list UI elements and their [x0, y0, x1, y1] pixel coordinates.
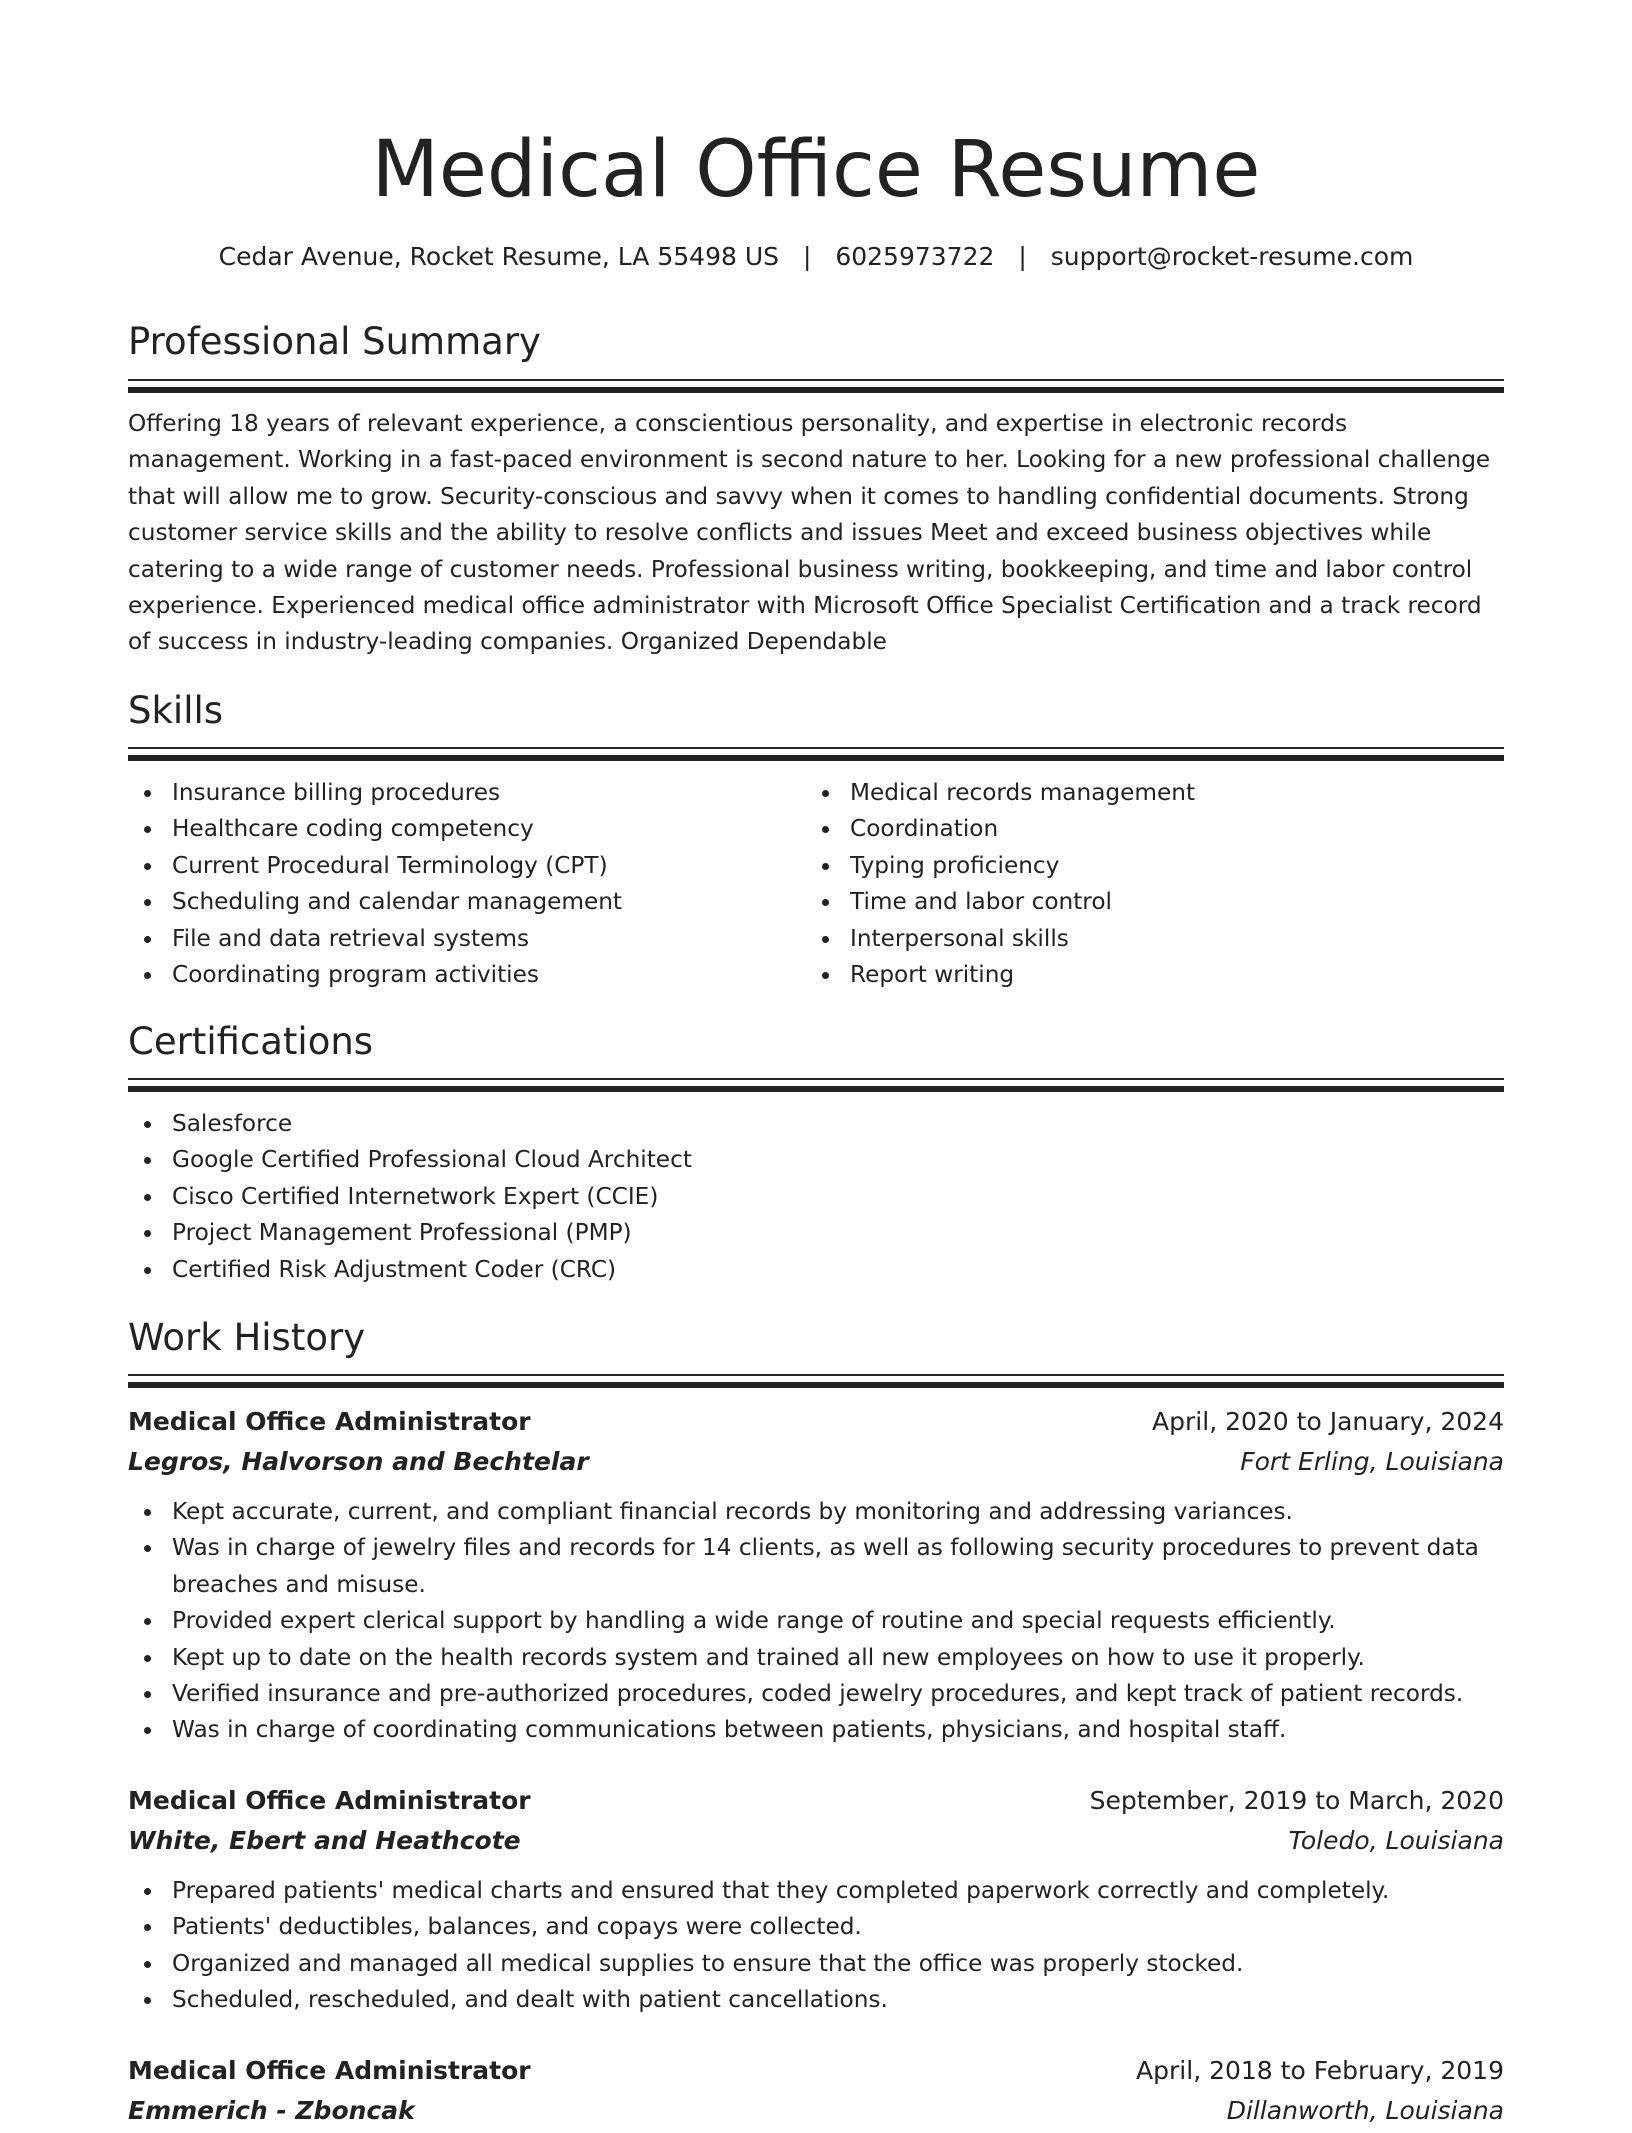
- list-item: Patients' deductibles, balances, and copays were collected.: [128, 1909, 1504, 1945]
- list-item: Certified Risk Adjustment Coder (CRC): [128, 1252, 1504, 1288]
- job-location: Dillanworth, Louisiana: [1226, 2096, 1504, 2125]
- list-item: Kept up to date on the health records system and trained all new employees on how to use it properly.: [128, 1640, 1504, 1676]
- job-entry: [128, 1783, 1504, 2019]
- list-item: Organized and managed all medical supplies to ensure that the office was properly stocked.: [128, 1946, 1504, 1982]
- section-divider: [128, 1374, 1504, 1388]
- list-item: Verified insurance and pre-authorized procedures, coded jewelry procedures, and kept track of patient records.: [128, 1676, 1504, 1712]
- contact-phone: 6025973722: [835, 242, 995, 271]
- section-divider: [128, 1078, 1504, 1092]
- certifications-list: [128, 1106, 1504, 1288]
- job-title: Medical Office Administrator: [128, 1786, 531, 1815]
- list-item: Healthcare coding competency: [128, 811, 768, 847]
- job-title: Medical Office Administrator: [128, 1407, 531, 1436]
- contact-line: [128, 237, 1504, 277]
- job-dates: April, 2020 to January, 2024: [1152, 1407, 1504, 1436]
- list-item: Scheduled, rescheduled, and dealt with patient cancellations.: [128, 1982, 1504, 2018]
- list-item: Project Management Professional (PMP): [128, 1215, 1504, 1251]
- job-bullets: [128, 1873, 1504, 2019]
- list-item: Coordination: [806, 811, 1446, 847]
- contact-separator: |: [802, 242, 812, 271]
- job-entry: [128, 1404, 1504, 1749]
- job-company: Emmerich - Zboncak: [128, 2096, 415, 2125]
- list-item: Current Procedural Terminology (CPT): [128, 848, 768, 884]
- job-dates: September, 2019 to March, 2020: [1089, 1786, 1504, 1815]
- list-item: Time and labor control: [806, 884, 1446, 920]
- job-company: Legros, Halvorson and Bechtelar: [128, 1447, 589, 1476]
- skills-list-right: [806, 775, 1446, 993]
- list-item: Interpersonal skills: [806, 921, 1446, 957]
- job-location: Fort Erling, Louisiana: [1240, 1447, 1504, 1476]
- contact-email: support@rocket-resume.com: [1050, 242, 1414, 271]
- list-item: Was in charge of jewelry files and records for 14 clients, as well as following security procedures to prevent data breaches and misuse.: [128, 1530, 1504, 1603]
- list-item: Salesforce: [128, 1106, 1504, 1142]
- job-company: White, Ebert and Heathcote: [128, 1826, 521, 1855]
- list-item: Report writing: [806, 957, 1446, 993]
- summary-heading: Professional Summary: [128, 320, 541, 363]
- list-item: Scheduling and calendar management: [128, 884, 768, 920]
- list-item: Cisco Certified Internetwork Expert (CCIE): [128, 1179, 1504, 1215]
- skills-heading: Skills: [128, 689, 224, 732]
- job-location: Toledo, Louisiana: [1288, 1826, 1504, 1855]
- job-bullets: [128, 1494, 1504, 1749]
- list-item: Was in charge of coordinating communications between patients, physicians, and hospital staff.: [128, 1712, 1504, 1748]
- list-item: Insurance billing procedures: [128, 775, 768, 811]
- certifications-heading: Certifications: [128, 1020, 374, 1063]
- summary-text: Offering 18 years of relevant experience, a conscientious personality, and expertise in electronic records management. Working in a fast-paced environment is second nature to her. Looking for a new professional challenge that will allow me to grow. Security-conscious and savvy when it comes to handling confidential documents. Strong customer service skills and the ability to resolve conflicts and issues Meet and exceed business objectives while catering to a wide range of customer needs. Professional business writing, bookkeeping, and time and labor control experience. Experienced medical office administrator with Microsoft Office Specialist Certification and a track record of success in industry-leading companies. Organized Dependable: [128, 410, 1491, 656]
- resume-title: Medical Office Resume: [371, 125, 1261, 215]
- contact-address: Cedar Avenue, Rocket Resume, LA 55498 US: [218, 242, 779, 271]
- list-item: Prepared patients' medical charts and ensured that they completed paperwork correctly and completely.: [128, 1873, 1504, 1909]
- job-dates: April, 2018 to February, 2019: [1136, 2056, 1504, 2085]
- skills-list-left: [128, 775, 768, 993]
- job-title: Medical Office Administrator: [128, 2056, 531, 2085]
- section-divider: [128, 747, 1504, 761]
- resume-page: [128, 0, 1504, 2125]
- job-entry: [128, 2053, 1504, 2133]
- list-item: Google Certified Professional Cloud Architect: [128, 1142, 1504, 1178]
- list-item: Provided expert clerical support by handling a wide range of routine and special requests efficiently.: [128, 1603, 1504, 1639]
- section-divider: [128, 379, 1504, 393]
- list-item: Typing proficiency: [806, 848, 1446, 884]
- list-item: Coordinating program activities: [128, 957, 768, 993]
- list-item: Medical records management: [806, 775, 1446, 811]
- list-item: Kept accurate, current, and compliant financial records by monitoring and addressing variances.: [128, 1494, 1504, 1530]
- work-history-heading: Work History: [128, 1316, 366, 1359]
- contact-separator: |: [1018, 242, 1027, 271]
- list-item: File and data retrieval systems: [128, 921, 768, 957]
